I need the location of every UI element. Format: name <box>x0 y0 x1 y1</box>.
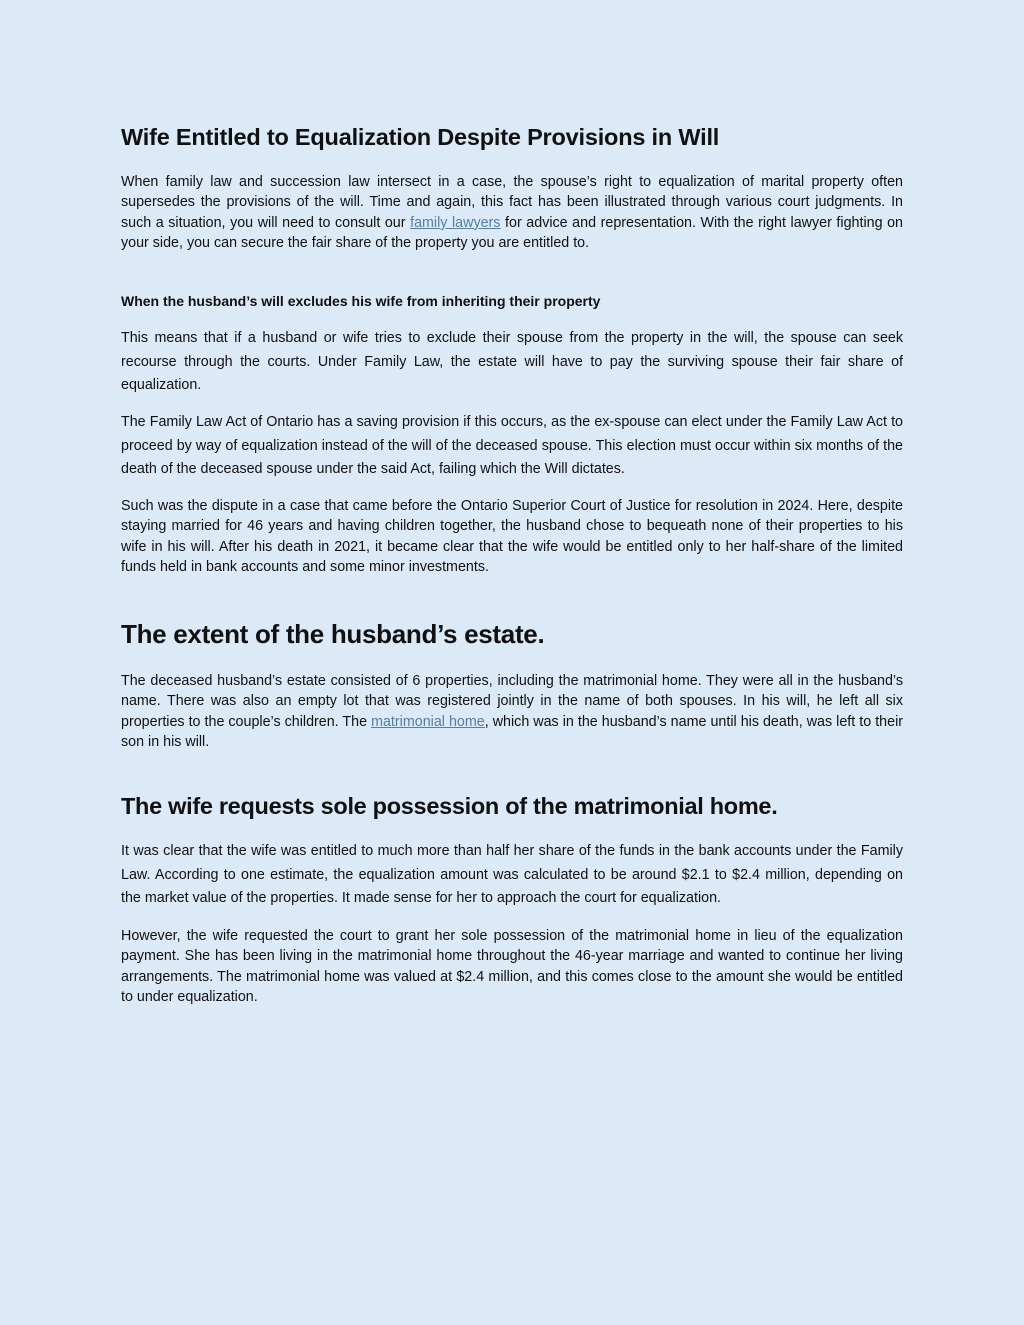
intro-text-before-link: When family law and succession law intersect in a case, the spouse’s right to equalization of marital property often supersedes the provisions of the will. Time and again, this fact has been illustrated through various court judgments. In such a situation, you will need to consult our <box>121 174 903 231</box>
section-heading-will-excludes-wife: When the husband’s will excludes his wife from inheriting their property <box>121 293 601 309</box>
paragraph-estate-details <box>121 671 903 753</box>
section-heading-sole-possession: The wife requests sole possession of the matrimonial home. <box>121 793 778 819</box>
page-title: Wife Entitled to Equalization Despite Provisions in Will <box>121 124 720 150</box>
intro-text-after-link: for advice and representation. With the right lawyer fighting on your side, you can secure the fair share of the property you are entitled to. <box>121 214 903 252</box>
paragraph-sole-possession-request: However, the wife requested the court to grant her sole possession of the matrimonial home in lieu of the equalization payment. She has been living in the matrimonial home throughout the 46-year marriage and wanted to continue her living arrangements. The matrimonial home was valued at $2.4 million, and this comes close to the amount she would be entitled to under equalization. <box>121 928 903 1006</box>
paragraph-family-law-act: The Family Law Act of Ontario has a saving provision if this occurs, as the ex-spouse can elect under the Family Law Act to proceed by way of equalization instead of the will of the deceased spouse. This election must occur within six months of the death of the deceased spouse under the said Act, failing which the Will dictates. <box>121 414 903 477</box>
paragraph-equalization-amount: It was clear that the wife was entitled to much more than half her share of the funds in the bank accounts under the Family Law. According to one estimate, the equalization amount was calculated to be around $2.1 to $2.4 million, depending on the market value of the properties. It made sense for her to approach the court for equalization. <box>121 843 903 906</box>
section-heading-husband-estate: The extent of the husband’s estate. <box>121 619 545 649</box>
estate-text-before-link: The deceased husband’s estate consisted of 6 properties, including the matrimonial home. They were all in the husband’s name. There was also an empty lot that was registered jointly in the name of both spouses. In his will, he left all six properties to the couple’s children. The <box>121 673 903 730</box>
paragraph-case-dispute: Such was the dispute in a case that came before the Ontario Superior Court of Justice for resolution in 2024. Here, despite staying married for 46 years and having children together, the husband chose to bequeath none of their properties to his wife in his will. After his death in 2021, it became clear that the wife would be entitled only to her half-share of the limited funds held in bank accounts and some minor investments. <box>121 498 903 576</box>
intro-paragraph <box>121 172 903 254</box>
matrimonial-home-link[interactable]: matrimonial home <box>371 713 485 730</box>
paragraph-recourse: This means that if a husband or wife tries to exclude their spouse from the property in the will, the spouse can seek recourse through the courts. Under Family Law, the estate will have to pay the surviving spouse their fair share of equalization. <box>121 330 903 393</box>
estate-text-after-link: , which was in the husband’s name until his death, was left to their son in his will. <box>121 713 904 751</box>
family-lawyers-link[interactable]: family lawyers <box>410 214 501 231</box>
